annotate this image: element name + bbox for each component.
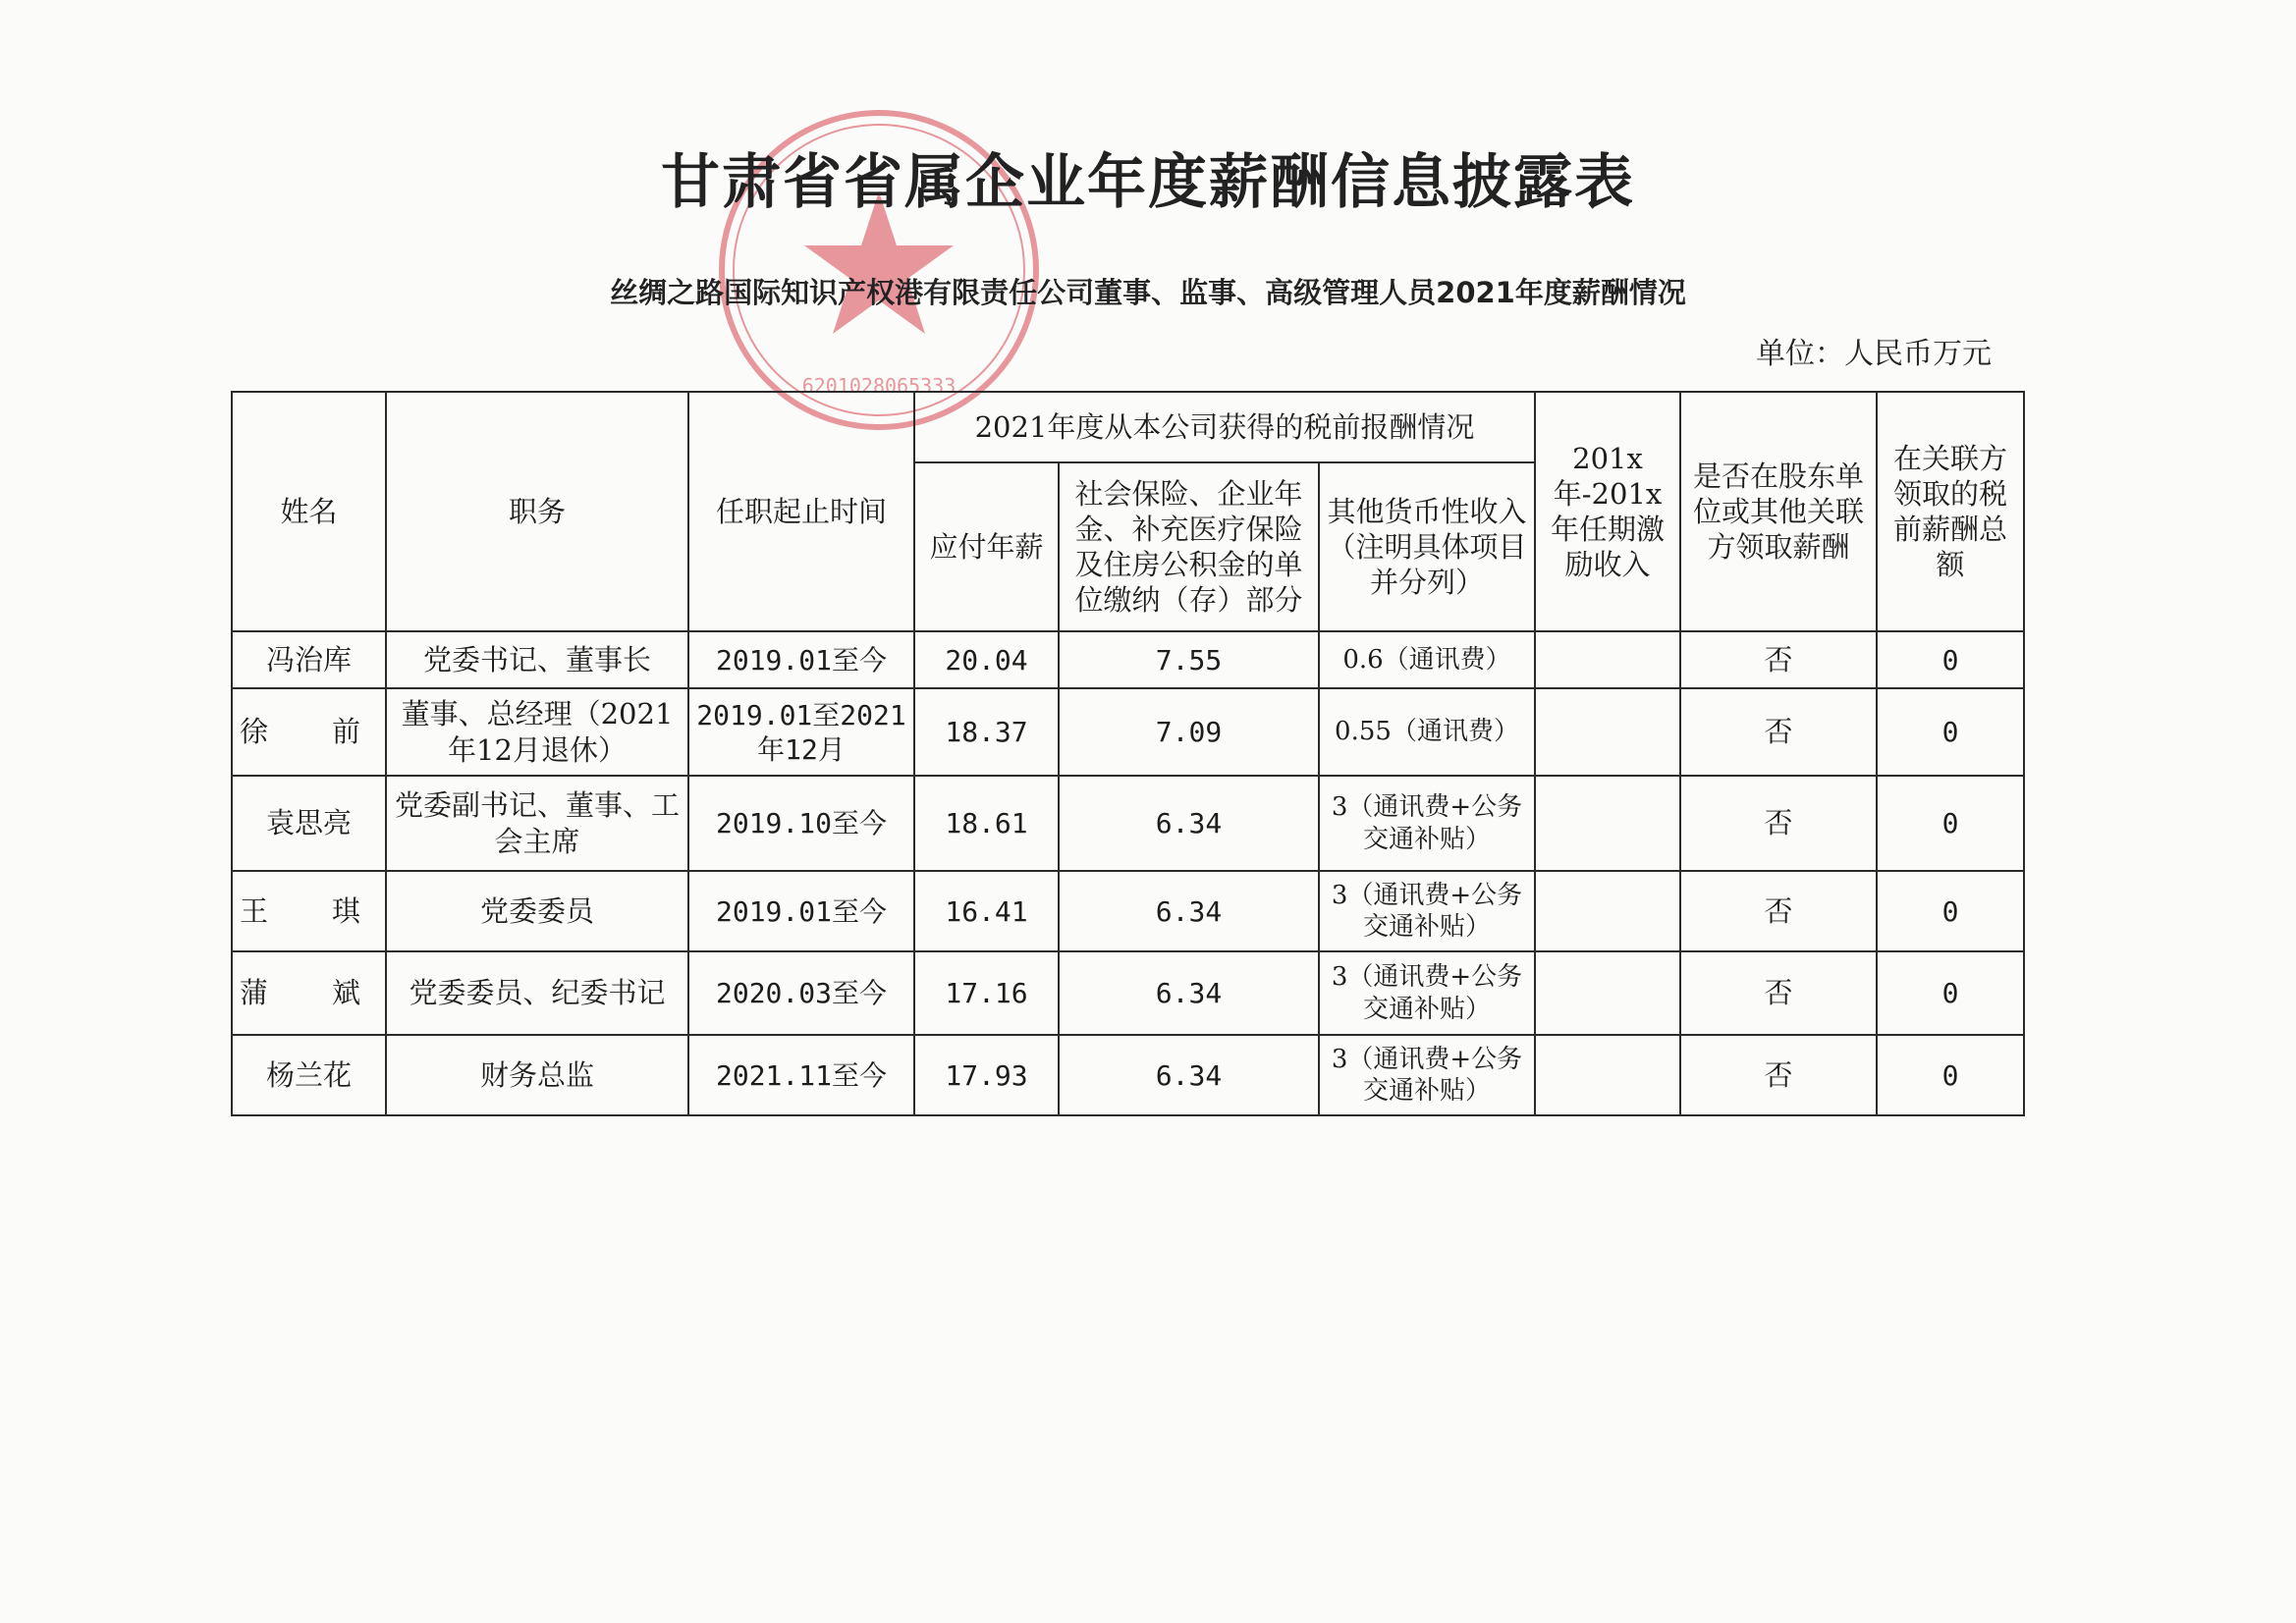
- table-row: [232, 871, 2024, 951]
- cell-social: 6.34: [1059, 1035, 1319, 1115]
- cell-position: 党委书记、董事长: [386, 631, 688, 688]
- cell-related-total: 0: [1877, 631, 2024, 688]
- cell-other-income: 3（通讯费+公务交通补贴）: [1319, 1035, 1535, 1115]
- page-subtitle: 丝绸之路国际知识产权港有限责任公司董事、监事、高级管理人员2021年度薪酬情况: [610, 276, 1686, 309]
- cell-other-income: 3（通讯费+公务交通补贴）: [1319, 871, 1535, 951]
- cell-related-party: 否: [1680, 631, 1877, 688]
- cell-name: 袁思亮: [232, 776, 386, 871]
- seal-number: 6201028065333: [801, 374, 957, 398]
- cell-other-income: 0.6（通讯费）: [1319, 631, 1535, 688]
- cell-name: 蒲 斌: [232, 951, 386, 1035]
- cell-term: 2021.11至今: [688, 1035, 914, 1115]
- table-row: [232, 688, 2024, 776]
- cell-salary: 17.93: [914, 1035, 1059, 1115]
- cell-incentive: [1535, 776, 1680, 871]
- unit-label: 单位：人民币万元: [1756, 337, 1992, 371]
- page-title: 甘肃省省属企业年度薪酬信息披露表: [661, 148, 1635, 217]
- cell-position: 财务总监: [386, 1035, 688, 1115]
- cell-position: 董事、总经理（2021年12月退休）: [386, 688, 688, 776]
- cell-term: 2019.01至今: [688, 871, 914, 951]
- cell-social: 6.34: [1059, 951, 1319, 1035]
- cell-incentive: [1535, 871, 1680, 951]
- cell-name: 冯治库: [232, 631, 386, 688]
- cell-position: 党委副书记、董事、工会主席: [386, 776, 688, 871]
- cell-salary: 18.37: [914, 688, 1059, 776]
- cell-related-party: 否: [1680, 871, 1877, 951]
- table-row: [232, 776, 2024, 871]
- header-other-income: 其他货币性收入 （注明具体项目并分列）: [1319, 462, 1535, 631]
- cell-other-income: 0.55（通讯费）: [1319, 688, 1535, 776]
- cell-salary: 20.04: [914, 631, 1059, 688]
- header-salary: 应付年薪: [914, 462, 1059, 631]
- cell-related-party: 否: [1680, 951, 1877, 1035]
- cell-name: 杨兰花: [232, 1035, 386, 1115]
- cell-social: 6.34: [1059, 871, 1319, 951]
- cell-term: 2020.03至今: [688, 951, 914, 1035]
- cell-term: 2019.10至今: [688, 776, 914, 871]
- cell-social: 6.34: [1059, 776, 1319, 871]
- cell-salary: 18.61: [914, 776, 1059, 871]
- cell-related-total: 0: [1877, 1035, 2024, 1115]
- cell-other-income: 3（通讯费+公务交通补贴）: [1319, 776, 1535, 871]
- cell-related-party: 否: [1680, 688, 1877, 776]
- header-related-party: 是否在股东单位或其他关联方领取薪酬: [1680, 392, 1877, 631]
- cell-salary: 17.16: [914, 951, 1059, 1035]
- cell-term: 2019.01至今: [688, 631, 914, 688]
- cell-incentive: [1535, 688, 1680, 776]
- cell-salary: 16.41: [914, 871, 1059, 951]
- cell-related-party: 否: [1680, 776, 1877, 871]
- header-pretax-group: 2021年度从本公司获得的税前报酬情况: [914, 392, 1535, 462]
- cell-incentive: [1535, 631, 1680, 688]
- cell-social: 7.55: [1059, 631, 1319, 688]
- cell-social: 7.09: [1059, 688, 1319, 776]
- cell-related-total: 0: [1877, 871, 2024, 951]
- table-row: [232, 631, 2024, 688]
- salary-table: [231, 391, 2025, 1116]
- cell-related-party: 否: [1680, 1035, 1877, 1115]
- header-incentive: 201x年-201x年任期激励收入: [1535, 392, 1680, 631]
- cell-incentive: [1535, 1035, 1680, 1115]
- cell-term: 2019.01至2021年12月: [688, 688, 914, 776]
- cell-name: 徐 前: [232, 688, 386, 776]
- cell-related-total: 0: [1877, 688, 2024, 776]
- cell-related-total: 0: [1877, 776, 2024, 871]
- header-social: 社会保险、企业年金、补充医疗保险及住房公积金的单位缴纳（存）部分: [1059, 462, 1319, 631]
- table-row: [232, 951, 2024, 1035]
- cell-related-total: 0: [1877, 951, 2024, 1035]
- header-name: 姓名: [232, 392, 386, 631]
- cell-position: 党委委员、纪委书记: [386, 951, 688, 1035]
- header-term: 任职起止时间: [688, 392, 914, 631]
- table-row: [232, 1035, 2024, 1115]
- cell-incentive: [1535, 951, 1680, 1035]
- cell-other-income: 3（通讯费+公务交通补贴）: [1319, 951, 1535, 1035]
- cell-position: 党委委员: [386, 871, 688, 951]
- cell-name: 王 琪: [232, 871, 386, 951]
- header-related-total: 在关联方领取的税前薪酬总额: [1877, 392, 2024, 631]
- header-position: 职务: [386, 392, 688, 631]
